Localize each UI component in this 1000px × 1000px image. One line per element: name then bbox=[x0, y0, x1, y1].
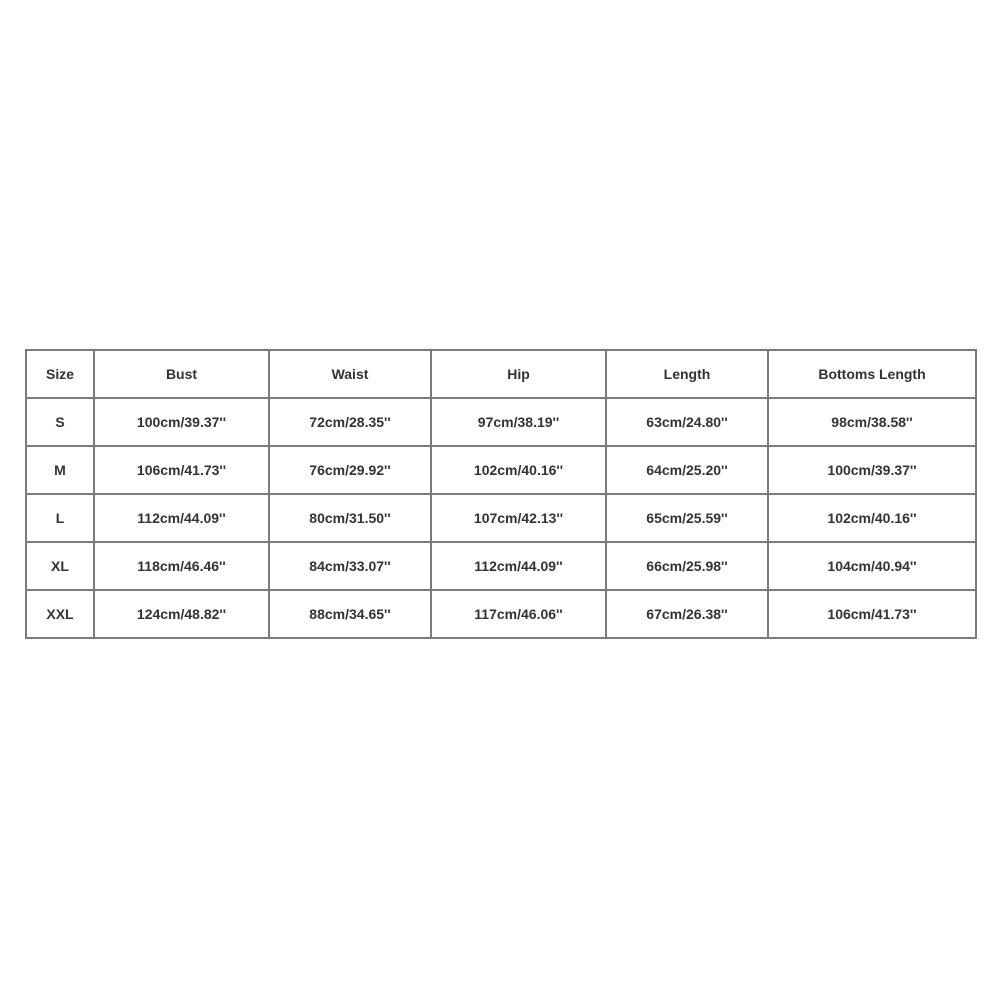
table-row bbox=[26, 398, 976, 446]
length-cell: 65cm/25.59'' bbox=[606, 494, 768, 542]
header-bust: Bust bbox=[94, 350, 269, 398]
bust-cell: 118cm/46.46'' bbox=[94, 542, 269, 590]
waist-cell: 76cm/29.92'' bbox=[269, 446, 431, 494]
header-waist: Waist bbox=[269, 350, 431, 398]
bottoms-length-cell: 106cm/41.73'' bbox=[768, 590, 976, 638]
hip-cell: 112cm/44.09'' bbox=[431, 542, 606, 590]
header-bottoms-length: Bottoms Length bbox=[768, 350, 976, 398]
bottoms-length-cell: 102cm/40.16'' bbox=[768, 494, 976, 542]
waist-cell: 84cm/33.07'' bbox=[269, 542, 431, 590]
bottoms-length-cell: 104cm/40.94'' bbox=[768, 542, 976, 590]
waist-cell: 80cm/31.50'' bbox=[269, 494, 431, 542]
table-row bbox=[26, 494, 976, 542]
header-length: Length bbox=[606, 350, 768, 398]
header-row bbox=[26, 350, 976, 398]
size-chart-table bbox=[25, 349, 977, 639]
bust-cell: 124cm/48.82'' bbox=[94, 590, 269, 638]
table-row bbox=[26, 446, 976, 494]
hip-cell: 97cm/38.19'' bbox=[431, 398, 606, 446]
bottoms-length-cell: 98cm/38.58'' bbox=[768, 398, 976, 446]
header-hip: Hip bbox=[431, 350, 606, 398]
hip-cell: 107cm/42.13'' bbox=[431, 494, 606, 542]
size-cell: XL bbox=[26, 542, 94, 590]
header-size: Size bbox=[26, 350, 94, 398]
size-cell: L bbox=[26, 494, 94, 542]
length-cell: 64cm/25.20'' bbox=[606, 446, 768, 494]
size-cell: S bbox=[26, 398, 94, 446]
bust-cell: 100cm/39.37'' bbox=[94, 398, 269, 446]
waist-cell: 88cm/34.65'' bbox=[269, 590, 431, 638]
table-row bbox=[26, 590, 976, 638]
bust-cell: 112cm/44.09'' bbox=[94, 494, 269, 542]
hip-cell: 117cm/46.06'' bbox=[431, 590, 606, 638]
length-cell: 66cm/25.98'' bbox=[606, 542, 768, 590]
length-cell: 63cm/24.80'' bbox=[606, 398, 768, 446]
hip-cell: 102cm/40.16'' bbox=[431, 446, 606, 494]
bust-cell: 106cm/41.73'' bbox=[94, 446, 269, 494]
size-cell: M bbox=[26, 446, 94, 494]
size-cell: XXL bbox=[26, 590, 94, 638]
table-row bbox=[26, 542, 976, 590]
length-cell: 67cm/26.38'' bbox=[606, 590, 768, 638]
bottoms-length-cell: 100cm/39.37'' bbox=[768, 446, 976, 494]
waist-cell: 72cm/28.35'' bbox=[269, 398, 431, 446]
